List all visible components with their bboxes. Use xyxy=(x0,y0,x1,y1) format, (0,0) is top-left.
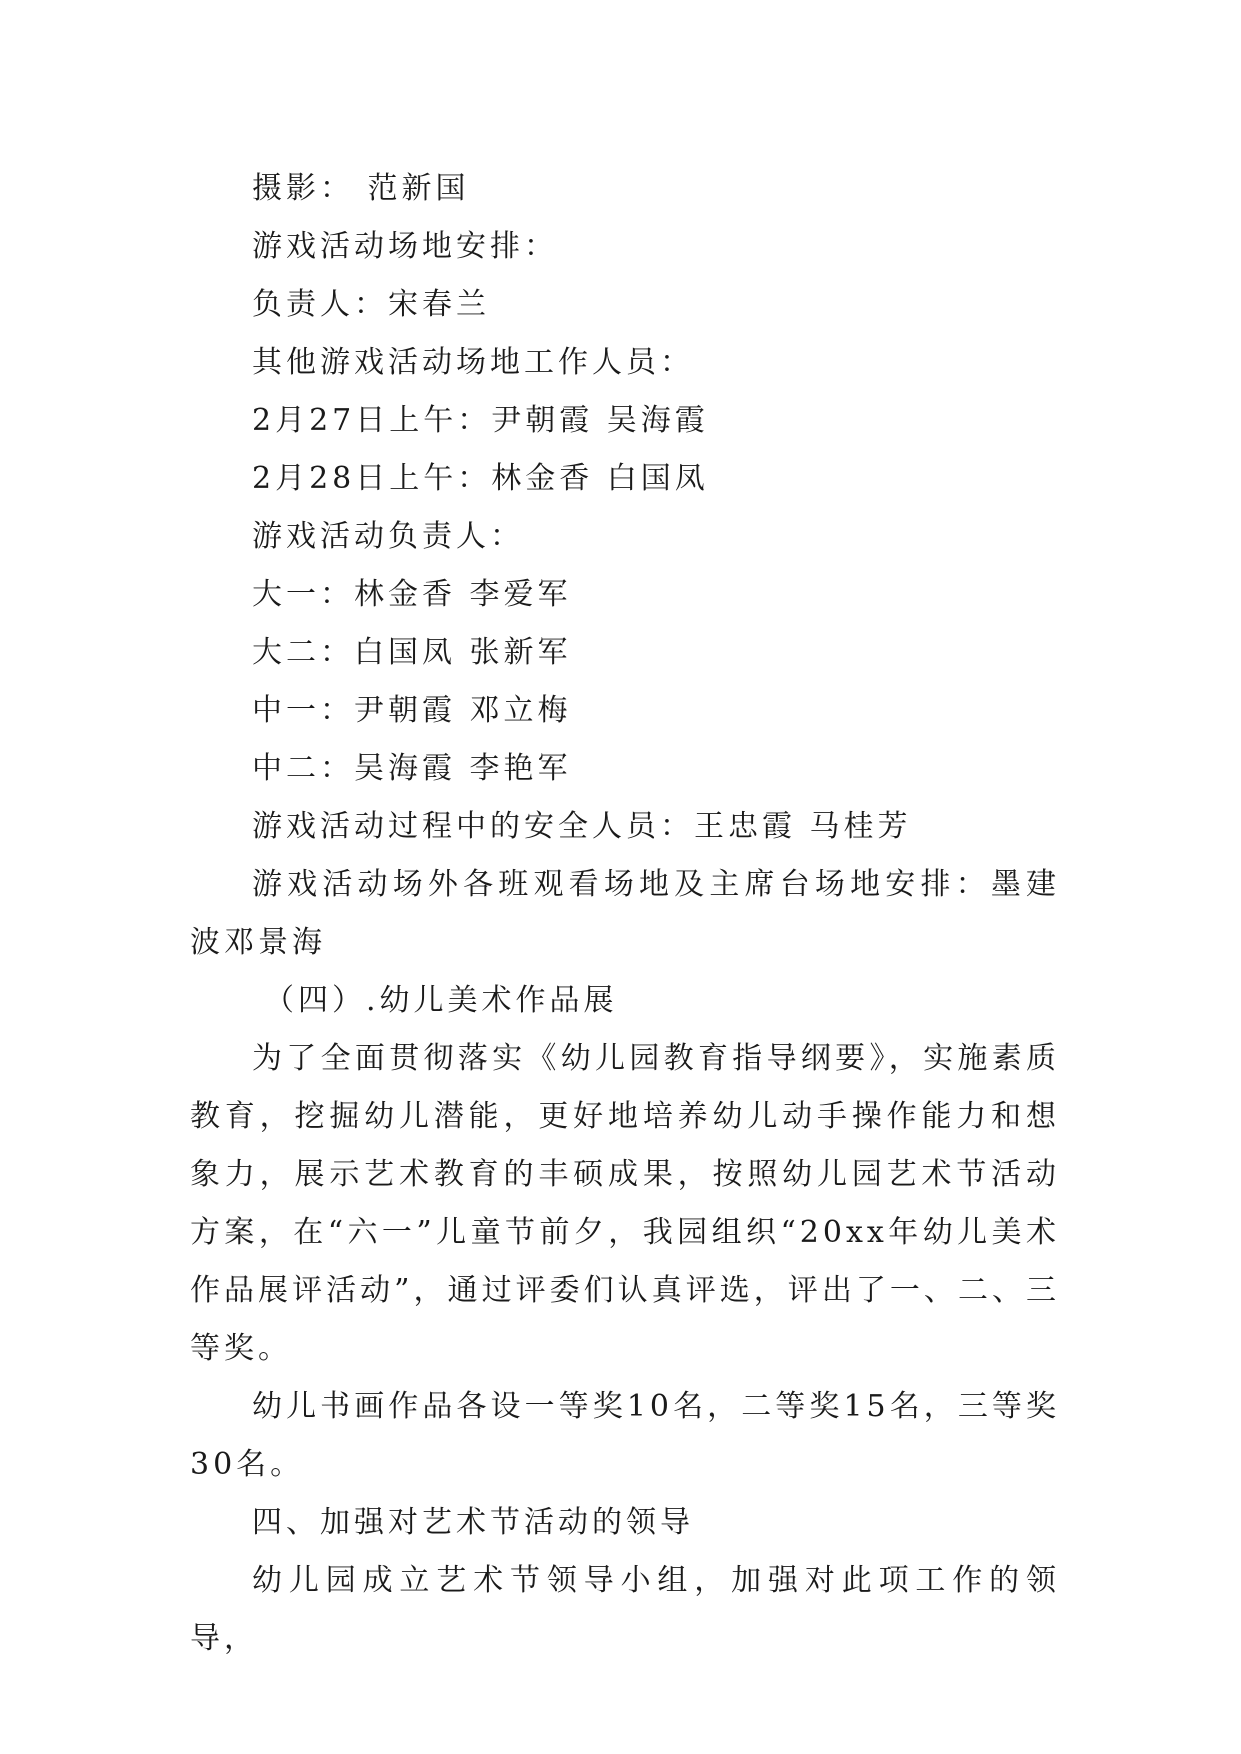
art-exhibit-paragraph: 为了全面贯彻落实《幼儿园教育指导纲要》，实施素质教育，挖掘幼儿潜能，更好地培养幼儿动手操作能力和想象力，展示艺术教育的丰硕成果，按照幼儿园艺术节活动方案，在“六一”儿童节前夕，我园组织“20xx年幼儿美术作品展评活动”，通过评委们认真评选，评出了一、二、三等奖。 xyxy=(190,1041,1060,1366)
awards-paragraph: 幼儿书画作品各设一等奖10名，二等奖15名，三等奖30名。 xyxy=(190,1389,1060,1482)
document-body xyxy=(190,160,1060,1668)
safety-staff-line: 游戏活动过程中的安全人员：王忠霞 马桂芳 xyxy=(252,809,912,844)
class-zhong1-line: 中一：尹朝霞 邓立梅 xyxy=(252,693,572,728)
class-zhong2-line: 中二：吴海霞 李艳军 xyxy=(252,751,572,786)
venue-staff-heading: 其他游戏活动场地工作人员： xyxy=(252,345,694,380)
class-da2-line: 大二：白国凤 张新军 xyxy=(252,635,572,670)
venue-lead-line: 负责人：宋春兰 xyxy=(252,287,490,322)
section-heading-art-exhibit: （四）.幼儿美术作品展 xyxy=(264,983,618,1018)
leadership-paragraph: 幼儿园成立艺术节领导小组，加强对此项工作的领导， xyxy=(190,1563,1060,1656)
leadership-heading: 四、加强对艺术节活动的领导 xyxy=(252,1505,694,1540)
venue-paragraph: 游戏活动场外各班观看场地及主席台场地安排：墨建波邓景海 xyxy=(190,867,1060,960)
class-da1-line: 大一：林金香 李爱军 xyxy=(252,577,572,612)
photographer-line: 摄影： 范新国 xyxy=(252,171,470,206)
staff-feb28-line: 2月28日上午：林金香 白国凤 xyxy=(252,461,709,496)
venue-arrangement-heading: 游戏活动场地安排： xyxy=(252,229,558,264)
staff-feb27-line: 2月27日上午：尹朝霞 吴海霞 xyxy=(252,403,709,438)
game-leads-heading: 游戏活动负责人： xyxy=(252,519,524,554)
